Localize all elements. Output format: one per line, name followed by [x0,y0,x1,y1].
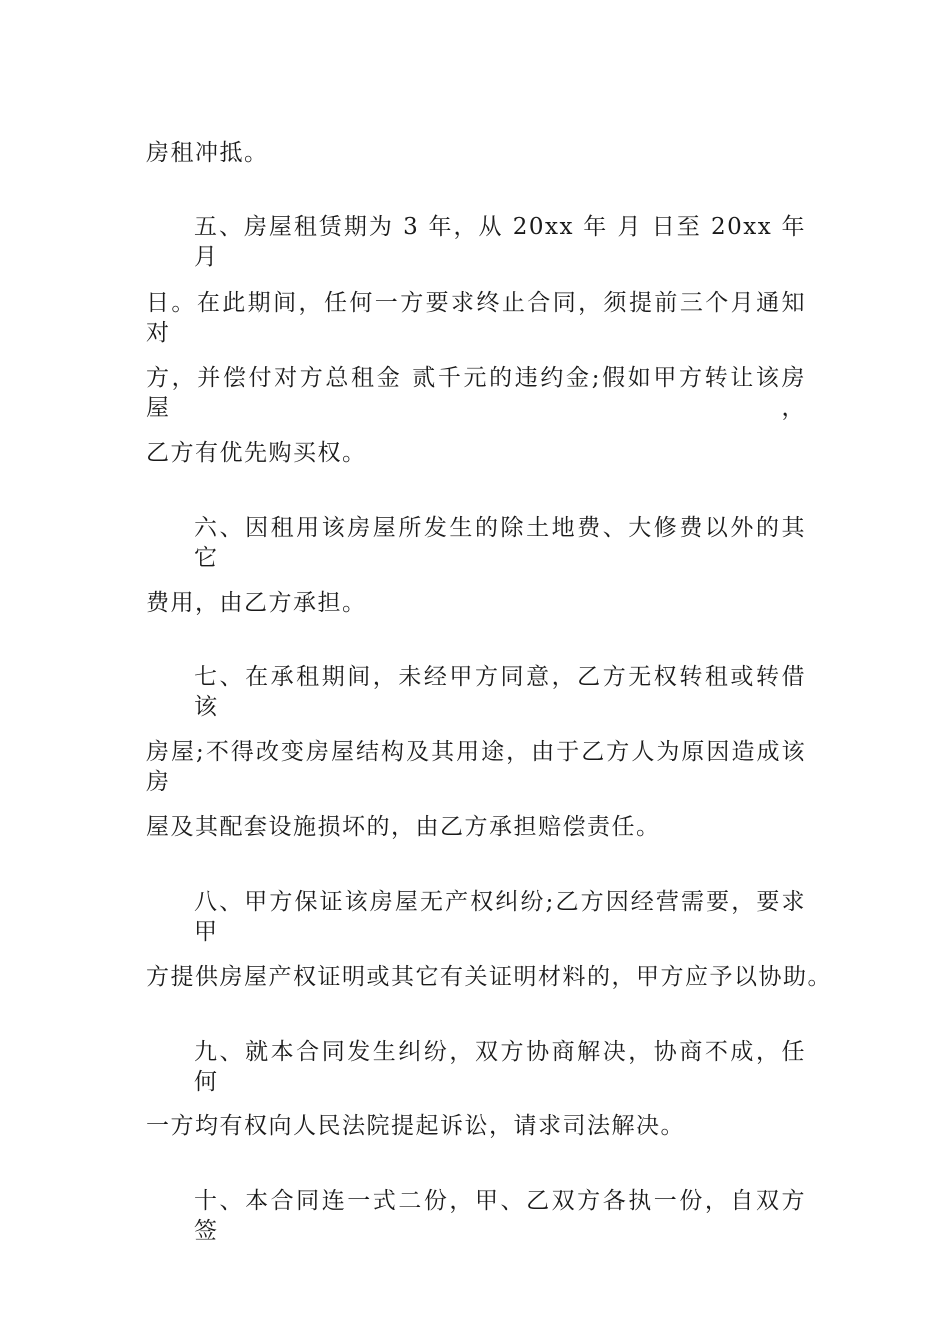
clause-9-line-2: 一方均有权向人民法院提起诉讼，请求司法解决。 [146,1113,685,1139]
clause-5-line-4: 乙方有优先购买权。 [146,440,367,466]
clause-8-line-1: 八、甲方保证该房屋无产权纠纷;乙方因经营需要，要求甲 [194,889,806,945]
clause-5-line-1: 五、房屋租赁期为 3 年，从 20xx 年 月 日至 20xx 年 月 [194,214,806,270]
clause-7-line-3: 屋及其配套设施损坏的，由乙方承担赔偿责任。 [146,814,661,840]
clause-7-line-2: 房屋;不得改变房屋结构及其用途，由于乙方人为原因造成该房 [146,739,806,795]
clause-6-line-1: 六、因租用该房屋所发生的除土地费、大修费以外的其它 [194,515,806,571]
clause-10-line-1: 十、本合同连一式二份，甲、乙双方各执一份，自双方签 [194,1188,806,1244]
clause-5-line-2: 日。在此期间，任何一方要求终止合同，须提前三个月通知对 [146,290,806,346]
clause-8-line-2: 方提供房屋产权证明或其它有关证明材料的，甲方应予以协助。 [146,964,832,990]
clause-9-line-1: 九、就本合同发生纠纷，双方协商解决，协商不成，任何 [194,1039,806,1095]
clause-5-line-3: 方，并偿付对方总租金 贰千元的违约金;假如甲方转让该房屋， [146,365,806,421]
clause-6-line-2: 费用，由乙方承担。 [146,590,367,616]
text-line: 房租冲抵。 [146,140,269,166]
clause-7-line-1: 七、在承租期间，未经甲方同意，乙方无权转租或转借该 [194,664,806,720]
